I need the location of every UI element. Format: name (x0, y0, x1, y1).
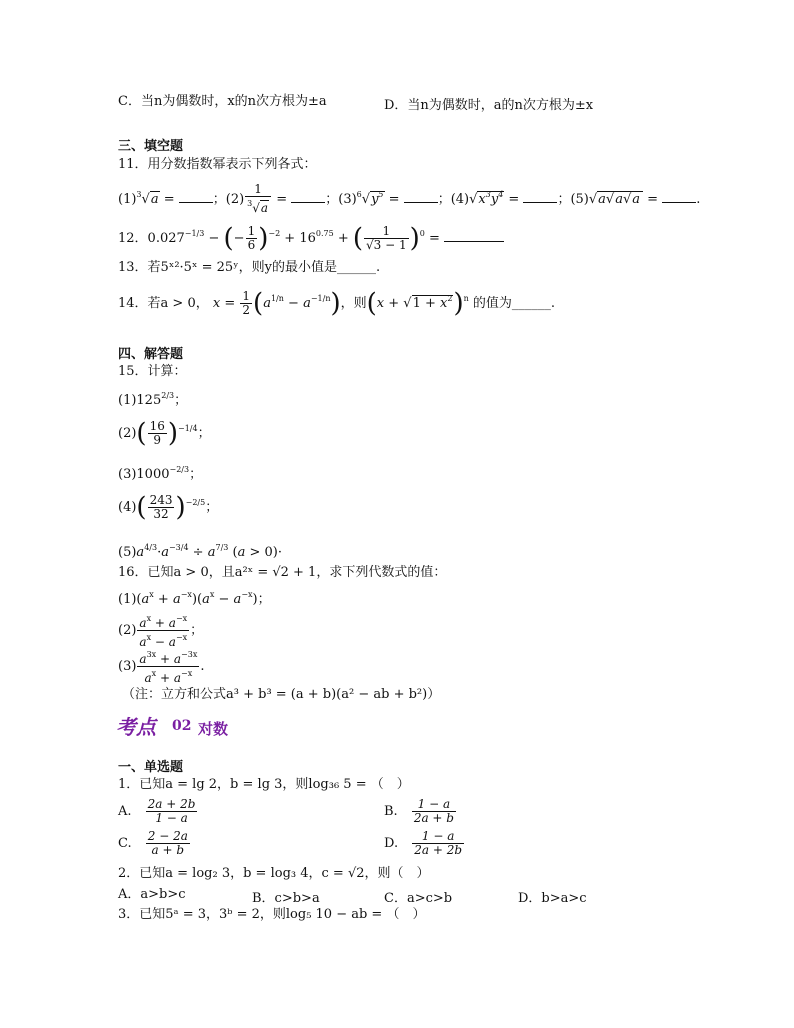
q1-option-b (384, 798, 457, 825)
q3-stem: 3．已知5ᵃ = 3，3ᵇ = 2，则log₅ 10 − ab = （ ） (118, 907, 426, 922)
q16-stem: 16．已知a > 0，且a²ˣ = √2 + 1，求下列代数式的值： (118, 565, 447, 580)
q15-item-2: (2)( $\frac{16}{9}$ )$^{-1/4}$； (118, 418, 211, 449)
q1-option-a-numerator: 2a + 2b (147, 797, 196, 811)
q14-text: 14．若a > 0， x = $\frac{1}{2}$ $(a^{1/n} - a^{-1/n})$，则$(x + √1 + x^2)^n$ 的值为______. (118, 288, 556, 319)
q14-label: 14．若a > 0， (118, 296, 209, 311)
section-fill-blank-title: 三、填空题 (118, 139, 184, 154)
q11-stem: 11．用分数指数幂表示下列各式： (118, 157, 317, 172)
q1-option-d (384, 830, 465, 857)
q1-option-c-denominator: a + b (151, 843, 185, 857)
q2-option-d: D．b>a>c (518, 891, 587, 906)
kaodian-title: 对数 (198, 720, 229, 738)
q1-option-c-label: C. (118, 836, 132, 851)
kaodian-number: 02 (172, 718, 192, 734)
q15-item-3: $(3)1000^{-2/3}$； (118, 465, 203, 482)
section-solve-title: 四、解答题 (118, 347, 184, 362)
q1-option-a-label: A. (118, 804, 132, 819)
q2-option-c: C．a>c>b (384, 891, 453, 906)
q15-item-5: $(5)a^{4/3}\cdot a^{-3/4} \div a^{7/3}$ (a > 0)· (118, 543, 282, 560)
q1-option-d-numerator: 1 − a (412, 830, 464, 844)
q1-option-c-numerator: 2 − 2a (147, 829, 188, 843)
q14-tail: 的值为______. (472, 296, 556, 311)
q16-item-2: (2) $\frac{a^x + a^{-x}}{a^x - a^{-x}}$ ； (118, 614, 204, 649)
q15-stem: 15．计算： (118, 364, 187, 379)
q2-option-a: A．a>b>c (118, 887, 186, 902)
q1-option-b-numerator: 1 − a (412, 798, 456, 812)
q1-option-a (118, 798, 198, 825)
q1-option-c (118, 830, 191, 857)
q2-option-b: B．c>b>a (252, 891, 320, 906)
q1-stem: 1．已知a = lg 2，b = lg 3，则log₃₆ 5 = （ ） (118, 777, 410, 792)
q15-item-1: $(1)125^{2/3}$； (118, 391, 188, 408)
q1-option-d-denominator: 2a + 2b (414, 843, 463, 857)
q16-item-1: $(1)(a^x + a^{-x})(a^x - a^{-x})$； (118, 590, 271, 607)
q1-option-d-label: D. (384, 836, 399, 851)
q10-option-c: C．当n为偶数时，x的n次方根为±a (118, 94, 327, 109)
q16-note: （注：立方和公式a³ + b³ = (a + b)(a² − ab + b²)） (122, 687, 441, 702)
kaodian-badge: 考点 (116, 715, 156, 739)
q1-option-a-denominator: 1 − a (155, 811, 188, 825)
q12-expression: 12．$0.027^{-1/3}$ − (− $\frac{1}{6}$ )$^{-2} + 16^{0.75}$ + ( $\frac{1}{√3 - 1}$ )$^0$ = (118, 225, 504, 252)
section-single-choice-title: 一、单选题 (118, 760, 184, 775)
q16-item-3: (3) $\frac{a^{3x} + a^{-3x}}{a^x + a^{-x}}$ . (118, 650, 205, 685)
q10-option-d: D．当n为偶数时，a的n次方根为±x (384, 98, 594, 113)
q2-stem: 2．已知a = log₂ 3，b = log₃ 4，c = √2，则（ ） (118, 866, 430, 881)
q15-item-4: (4)( $\frac{243}{32}$ )$^{-2/5}$； (118, 492, 219, 523)
q1-option-b-label: B. (384, 804, 398, 819)
q12-label: 12． (118, 231, 148, 246)
q11-items: $(1)^3√a$ = ；(2) $\frac{1}{^3√a}$ = ；$(3)^6√y^5$ = ；$(4)√x^3y^4$ = ；(5)√a√a√a = . (118, 182, 701, 215)
q1-option-b-denominator: 2a + b (413, 811, 454, 825)
q13-text: 13．若5ˣ²·5ˣ = 25ʸ，则y的最小值是______. (118, 260, 381, 275)
